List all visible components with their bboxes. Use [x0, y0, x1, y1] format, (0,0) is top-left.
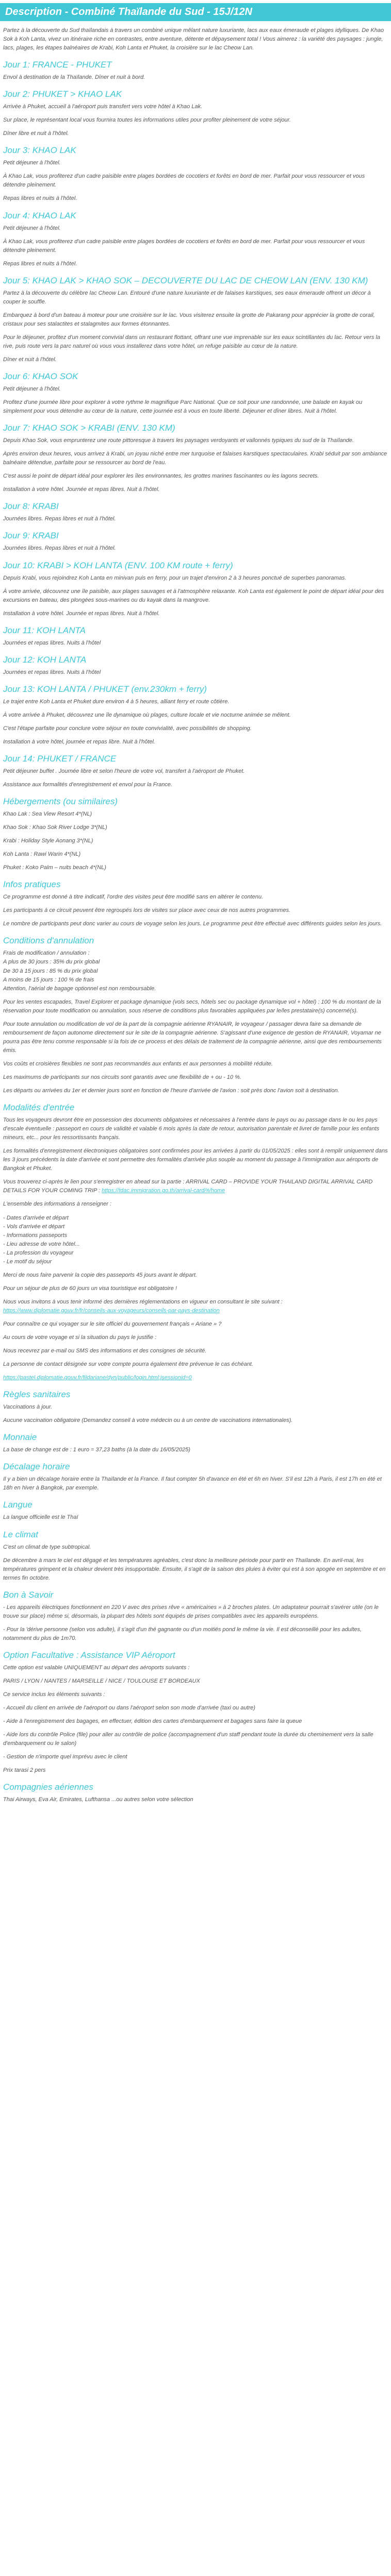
- day-section: [3, 60, 388, 82]
- money-title: Monnaie: [3, 1432, 37, 1443]
- timezone-title: Décalage horaire: [3, 1462, 70, 1472]
- formal-text: Merci de nous faire parvenir la copie des passeports 45 jours avant le départ.: [3, 1272, 198, 1278]
- day-text: Sur place, le représentant local vous fournira toutes les informations utiles pour profiter pleinement de votre séjour.: [3, 117, 291, 124]
- day-text: Journées et repas libres. Nuits à l'hôtel: [3, 639, 101, 646]
- external-link[interactable]: https://www.diplomatie.gouv.fr/fr/conseils-aux-voyageurs/conseils-par-pays-destination: [3, 1307, 220, 1314]
- climate-text: C'est un climat de type subtropical.: [3, 1544, 91, 1550]
- day-title: Jour 5: KHAO LAK > KHAO SOK – DECOUVERTE DU LAC DE CHEOW LAN (ENV. 130 KM): [3, 275, 368, 285]
- option-text: - Accueil du client en arrivée de l'aéroport ou dans l'aéroport selon son mode d'arrivée (taxi ou autre): [3, 1705, 255, 1711]
- health-text: Vaccinations à jour.: [3, 1404, 53, 1411]
- formal-text: Vous trouverez ci-après le lien pour s'enregistrer en ahead sur la partie : ARRIVAL CARD – PROVIDE YOUR THAILAND DIGITAL ARRIVAL CARD DETAILS FOR YOUR COMING TRIP : https://tdac.immigration.go.th/arrival-card/#/home: [3, 1179, 373, 1194]
- hotel-item: Khao Sok : Khao Sok River Lodge 3*(NL): [3, 824, 107, 831]
- formal-text: Les formalités d'enregistrement électroniques obligatoires sont confirmées pour les arrivées à partir du 01/05/2025 : elles sont à remplir uniquement dans les 3 jours précédents la date d'arrivée et sont permettre des formalités d'arrivée plus souple au moment du passage à l'immigration aux aéroports de Bangkok et Phuket.: [3, 1148, 388, 1172]
- day-text: Dîner et nuit à l'hôtel.: [3, 356, 57, 363]
- day-text: Partez à la découverte du célèbre lac Cheow Lan. Entouré d'une nature luxuriante et de falaises karstiques, ses eaux émeraude offrent un décor à couper le souffle.: [3, 290, 371, 305]
- hotel-item: Khao Lak : Sea View Resort 4*(NL): [3, 811, 92, 818]
- climate-title: Le climat: [3, 1529, 39, 1539]
- day-section: [3, 89, 388, 138]
- health-title: Règles sanitaires: [3, 1389, 71, 1400]
- formal-text: Au cours de votre voyage et si la situation du pays le justifie :: [3, 1334, 157, 1341]
- formal-text: Pour un séjour de plus de 60 jours un visa touristique est obligatoire !: [3, 1285, 177, 1292]
- day-section: [3, 145, 388, 203]
- day-section: [3, 423, 388, 494]
- day-section: [3, 501, 388, 523]
- day-text: Petit déjeuner à l'hôtel.: [3, 386, 61, 393]
- airlines-title: Compagnies aériennes: [3, 1782, 93, 1792]
- infos-text: Ce programme est donné à titre indicatif, l'ordre des visites peut être modifié sans en altérer le contenu.: [3, 894, 264, 901]
- day-title: Jour 4: KHAO LAK: [3, 210, 76, 221]
- page: [0, 3, 391, 1819]
- airlines-text: Thai Airways, Eva Air, Emirates, Lufthansa ...ou autres selon votre sélection: [3, 1797, 193, 1803]
- day-title: Jour 6: KHAO SOK: [3, 371, 78, 382]
- hotel-item: Phuket : Koko Palm – nuits beach 4*(NL): [3, 865, 106, 871]
- day-title: Jour 1: FRANCE - PHUKET: [3, 60, 112, 70]
- option-text: PARIS / LYON / NANTES / MARSEILLE / NICE / TOULOUSE ET BORDEAUX: [3, 1677, 200, 1684]
- day-title: Jour 9: KRABI: [3, 531, 59, 541]
- formal-text: Nous vous invitons à vous tenir informé des dernières réglementations en vigueur en consultant le site suivant : https://www.diplomatie.gouv.fr/fr/conseils-aux-voyageurs/conseils-par-pays-destination: [3, 1298, 283, 1314]
- day-title: Jour 7: KHAO SOK > KRABI (ENV. 130 KM): [3, 423, 175, 433]
- infos-title: Infos pratiques: [3, 879, 61, 890]
- cancel-text: Pour les ventes escapades, Travel Explorer et package dynamique (vols secs, hôtels sec ou package dynamique vol + hôtel) : 100 % du montant de la réservation pour toute modification ou annulation, sous réserve de conditions plus favorables appliquées par le/les prestataire(s) concerné(s).: [3, 998, 381, 1014]
- option-text: - Gestion de n'importe quel imprévu avec le client: [3, 1754, 127, 1760]
- day-text: Embarquez à bord d'un bateau à moteur pour une croisière sur le lac. Vous visiterez ensuite la grotte de Pakarang pour apprécier la grotte de corail, cristaux pour ses stalactites et stalagmites aux formes étonnantes.: [3, 312, 375, 327]
- day-text: À votre arrivée, découvrez une île paisible, aux plages sauvages et à l'atmosphère relaxante. Koh Lanta est également le point de départ idéal pour des excursions en bateau, des plongées sous-marines ou du kayak dans la mangrove.: [3, 588, 384, 603]
- cancel-text: Vos coûts et croisières flexibles ne sont pas recommandés aux enfants et aux personnes à mobilité réduite.: [3, 1060, 273, 1067]
- cancel-text: Pour toute annulation ou modification de vol de la part de la compagnie aérienne RYANAIR, le voyageur / passager devra faire sa demande de remboursement de façon autonome directement sur le site de la compagnie aérienne. S'agissant d'une exigence de gestion de RYANAIR, Voyamar ne pourra pas être tenu comme responsable si la fois de ce process et des délais de traitement de la compagnie aérienne, ainsi que des remboursements émis.: [3, 1021, 382, 1054]
- formal-text: Nous recevrez par e-mail ou SMS des informations et des consignes de sécurité.: [3, 1348, 207, 1354]
- day-section: [3, 561, 388, 618]
- formal-text: Tous les voyageurs devront être en possession des documents obligatoires et nécessaires à l'entrée dans le pays ou au passage dans le ou les pays d'escale éventuelle : passeport en cours de validité et valable 6 mois après la date de retour, autorisation parentale et livret de famille pour les enfants mineurs, etc... pour les ressortissants français.: [3, 1117, 380, 1141]
- day-text: Journées libres. Repas libres et nuit à l'hôtel.: [3, 545, 116, 552]
- day-title: Jour 11: KOH LANTA: [3, 625, 86, 635]
- health-text: Aucune vaccination obligatoire (Demandez conseil à votre médecin ou à un centre de vaccinations internationales).: [3, 1417, 293, 1424]
- formal-text: La personne de contact désignée sur votre compte pourra également être prévenue le cas échéant.: [3, 1361, 253, 1368]
- info-sections: [3, 796, 388, 1804]
- timezone-text: Il y a bien un décalage horaire entre la Thaïlande et la France. Il faut compter 5h d'avance en été et 6h en hiver. S'il est 12h à Paris, il est 17h en été et 18h en hiver à Bangkok, par exemple.: [3, 1476, 382, 1492]
- infos-text: Les participants à ce circuit peuvent être regroupés lors de visites sur place avec ceux de nos autres programmes.: [3, 907, 290, 914]
- option-text: - Aide lors du contrôle Police (file) pour aller au contrôle de police (accompagnement d'un staff pendant toute la durée du cheminement vers la salle d'embarquement ou le salon): [3, 1732, 373, 1747]
- language-text: La langue officielle est le Thaï: [3, 1514, 78, 1521]
- infos-text: Le nombre de participants peut donc varier au cours de voyage selon les jours. Le programme peut être effectué avec différents guides selon les jours.: [3, 921, 382, 927]
- day-text: Petit déjeuner à l'hôtel.: [3, 225, 61, 231]
- day-text: Depuis Krabi, vous rejoindrez Koh Lanta en minivan puis en ferry, pour un trajet d'environ 2 à 3 heures ponctué de superbes panoramas.: [3, 574, 347, 581]
- itinerary: [3, 60, 388, 789]
- day-text: Arrivée à Phuket, accueil à l'aéroport puis transfert vers votre hôtel à Khao Lak.: [3, 104, 203, 110]
- day-text: Profitez d'une journée libre pour explorer à votre rythme le magnifique Parc National. Que ce soit pour une randonnée, une balade en kayak ou simplement pour vous détendre au cœur de la nature, cette journée est à vous en toute liberté. Déjeuner et dîner libres. Nuit à l'hôtel.: [3, 399, 363, 415]
- hotel-item: Koh Lanta : Rawi Warin 4*(NL): [3, 851, 81, 858]
- day-text: À Khao Lak, vous profiterez d'un cadre paisible entre plages bordées de cocotiers et forêts en bord de mer. Parfait pour vous ressourcer et vous détendre pleinement.: [3, 173, 365, 189]
- day-text: Installation à votre hôtel. Journée et repas libres. Nuit à l'hôtel.: [3, 486, 160, 493]
- formal-title: Modalités d'entrée: [3, 1103, 75, 1113]
- day-text: Depuis Khao Sok, vous emprunterez une route pittoresque à travers les paysages verdoyants et vallonnés typiques du sud de la Thaïlande.: [3, 437, 354, 444]
- language-title: Langue: [3, 1500, 32, 1510]
- page-title-banner: Description - Combiné Thaïlande du Sud - 15J/12N: [0, 3, 391, 21]
- option-title: Option Facultative : Assistance VIP Aéroport: [3, 1650, 175, 1660]
- day-text: Repas libres et nuits à l'hôtel.: [3, 195, 77, 202]
- option-text: Ce service inclus les éléments suivants :: [3, 1691, 105, 1698]
- day-section: [3, 211, 388, 268]
- option-text: Prix tarasi 2 pers: [3, 1767, 46, 1774]
- day-text: Petit déjeuner buffet . Journée libre et selon l'heure de votre vol, transfert à l'aéroport de Phuket.: [3, 768, 245, 774]
- day-text: Repas libres et nuits à l'hôtel.: [3, 260, 77, 267]
- day-text: C'est l'étape parfaite pour conclure votre séjour en toute convivialité, avec possibilités de shopping.: [3, 725, 252, 732]
- day-section: [3, 371, 388, 416]
- day-text: Journées et repas libres. Nuits à l'hôtel: [3, 669, 101, 675]
- external-link[interactable]: https://pastel.diplomatie.gouv.fr/fildariane/dyn/public/login.html;jsessionid=0: [3, 1375, 192, 1381]
- day-text: Envol à destination de la Thaïlande. Dîner et nuit à bord.: [3, 74, 145, 81]
- day-text: Installation à votre hôtel. Journée et repas libres. Nuit à l'hôtel.: [3, 610, 160, 617]
- day-section: [3, 754, 388, 789]
- day-text: Assistance aux formalités d'enregistrement et envol pour la France.: [3, 782, 172, 788]
- option-text: - Aide à l'enregistrement des bagages, en effectuer, édition des cartes d'embarquement et bagages sans faire la queue: [3, 1718, 302, 1725]
- day-text: Petit déjeuner à l'hôtel.: [3, 160, 61, 166]
- day-title: Jour 12: KOH LANTA: [3, 654, 87, 665]
- cancel-title: Conditions d'annulation: [3, 936, 94, 946]
- cancel-fees: Frais de modification / annulation : A plus de 30 jours : 35% du prix global De 30 à 15 jours : 85 % du prix global A moins de 15 jours : 100 % de frais Attention, l'aérial de bagage optionnel est non remboursable.: [3, 950, 156, 992]
- intro-text: Partez à la découverte du Sud thaïlandais à travers un combiné unique mêlant nature luxuriante, lacs aux eaux émeraude et plages idylliques. De Khao Sok à Koh Lanta, vivez un itinéraire riche en contrastes, entre aventure, détente et dépaysement total ! Vous aimerez : la variété des paysages : jungle, lacs, plages, les étapes balnéaires de Krabi, Koh Lanta et Phuket, la croisière sur le lac Cheow Lan.: [3, 27, 384, 52]
- day-section: [3, 625, 388, 648]
- day-title: Jour 3: KHAO LAK: [3, 145, 76, 156]
- formal-text: [3, 1374, 388, 1382]
- money-text: La base de change est de : 1 euro = 37,23 baths (à la date du 16/05/2025): [3, 1447, 190, 1453]
- description-content: [0, 26, 391, 1804]
- day-title: Jour 2: PHUKET > KHAO LAK: [3, 89, 122, 99]
- climate-text: De décembre à mars le ciel est dégagé et les températures agréables, c'est donc la meilleure période pour partir en Thaïlande. En avril-mai, les températures grimpent et la chaleur devient très insupportable. Ensuite, il s'agit de la saison des pluies à éviter qui est à son apogée en septembre et en termes fin octobre.: [3, 1557, 386, 1581]
- day-section: [3, 655, 388, 677]
- hotel-item: Krabi : Holiday Style Aonang 3*(NL): [3, 838, 93, 844]
- goodtoknow-title: Bon à Savoir: [3, 1589, 54, 1600]
- day-title: Jour 10: KRABI > KOH LANTA (ENV. 100 KM route + ferry): [3, 560, 233, 570]
- cancel-text: Les départs ou arrivées du 1er et dernier jours sont en fonction de l'heure d'arrivée de l'avion : soit près donc l'avion soit à destination.: [3, 1088, 339, 1094]
- external-link[interactable]: https://tdac.immigration.go.th/arrival-card/#/home: [102, 1188, 225, 1194]
- day-section: [3, 276, 388, 364]
- day-section: [3, 531, 388, 553]
- hotels-title: Hébergements (ou similaires): [3, 796, 118, 807]
- day-text: Après environ deux heures, vous arrivez à Krabi, un joyau niché entre mer turquoise et falaises karstiques spectaculaires. Krabi séduit par son ambiance balnéaire détendue, parfaite pour se ressourcer au bord de l'eau.: [3, 451, 387, 466]
- goodtoknow-text: - Pour la 'dérive personne (selon vos adulte), il s'agit d'un thé gagnante ou d'un moitiés pond le même la vie. Il est déconseillé pour les adultes, notamment du plus de 1m70.: [3, 1626, 362, 1641]
- day-title: Jour 13: KOH LANTA / PHUKET (env.230km + ferry): [3, 684, 207, 694]
- day-text: Le trajet entre Koh Lanta et Phuket dure environ 4 à 5 heures, alliant ferry et route côtière.: [3, 698, 230, 705]
- option-text: Cette option est valable UNIQUEMENT au départ des aéroports suivants :: [3, 1664, 190, 1671]
- day-text: Pour le déjeuner, profitez d'un moment convivial dans un restaurant flottant, offrant une vue imprenable sur les eaux scintillantes du lac. Retour vers la rive, puis route vers la parc naturel où vous vous installerez dans votre hôtel, un refuge paisible au cœur de la nature.: [3, 334, 380, 349]
- cancel-text: Les maximums de participants sur nos circuits sont garantis avec une flexibilité de + ou - 10 %.: [3, 1074, 241, 1080]
- day-title: Jour 8: KRABI: [3, 501, 59, 512]
- day-title: Jour 14: PHUKET / FRANCE: [3, 753, 117, 764]
- day-text: Installation à votre hôtel, journée et repas libre. Nuit à l'hôtel.: [3, 738, 155, 745]
- formal-text: L'ensemble des informations à renseigner :: [3, 1201, 111, 1208]
- formal-text: Pour connaître ce qui voyager sur le site officiel du gouvernement français « Ariane » ?: [3, 1320, 222, 1327]
- goodtoknow-text: - Les appareils électriques fonctionnent en 220 V avec des prises rêve « américaines » à 2 broches plates. Un adaptateur pourrait s'avérer utile (on le trouve sur place) même si, désormais, la plupart des hôtels sont équipés de prises compatibles avec les appareils européens.: [3, 1604, 379, 1619]
- day-text: À votre arrivée à Phuket, découvrez une île dynamique où plages, culture locale et vie nocturne animée se mêlent.: [3, 711, 291, 718]
- day-text: C'est aussi le point de départ idéal pour explorer les îles environnantes, les grottes marines fascinantes ou les lagons secrets.: [3, 473, 319, 480]
- day-text: Dîner libre et nuit à l'hôtel.: [3, 130, 69, 137]
- day-text: À Khao Lak, vous profiterez d'un cadre paisible entre plages bordées de cocotiers et forêts en bord de mer. Parfait pour vous ressourcer et vous détendre pleinement.: [3, 238, 365, 253]
- day-section: [3, 684, 388, 747]
- day-text: Journées libres. Repas libres et nuit à l'hôtel.: [3, 516, 116, 522]
- formal-text: - Dates d'arrivée et départ - Vols d'arrivée et départ - Informations passeports - Lieu adresse de votre hôtel... - La profession du voyageur - Le motif du séjour: [3, 1214, 80, 1265]
